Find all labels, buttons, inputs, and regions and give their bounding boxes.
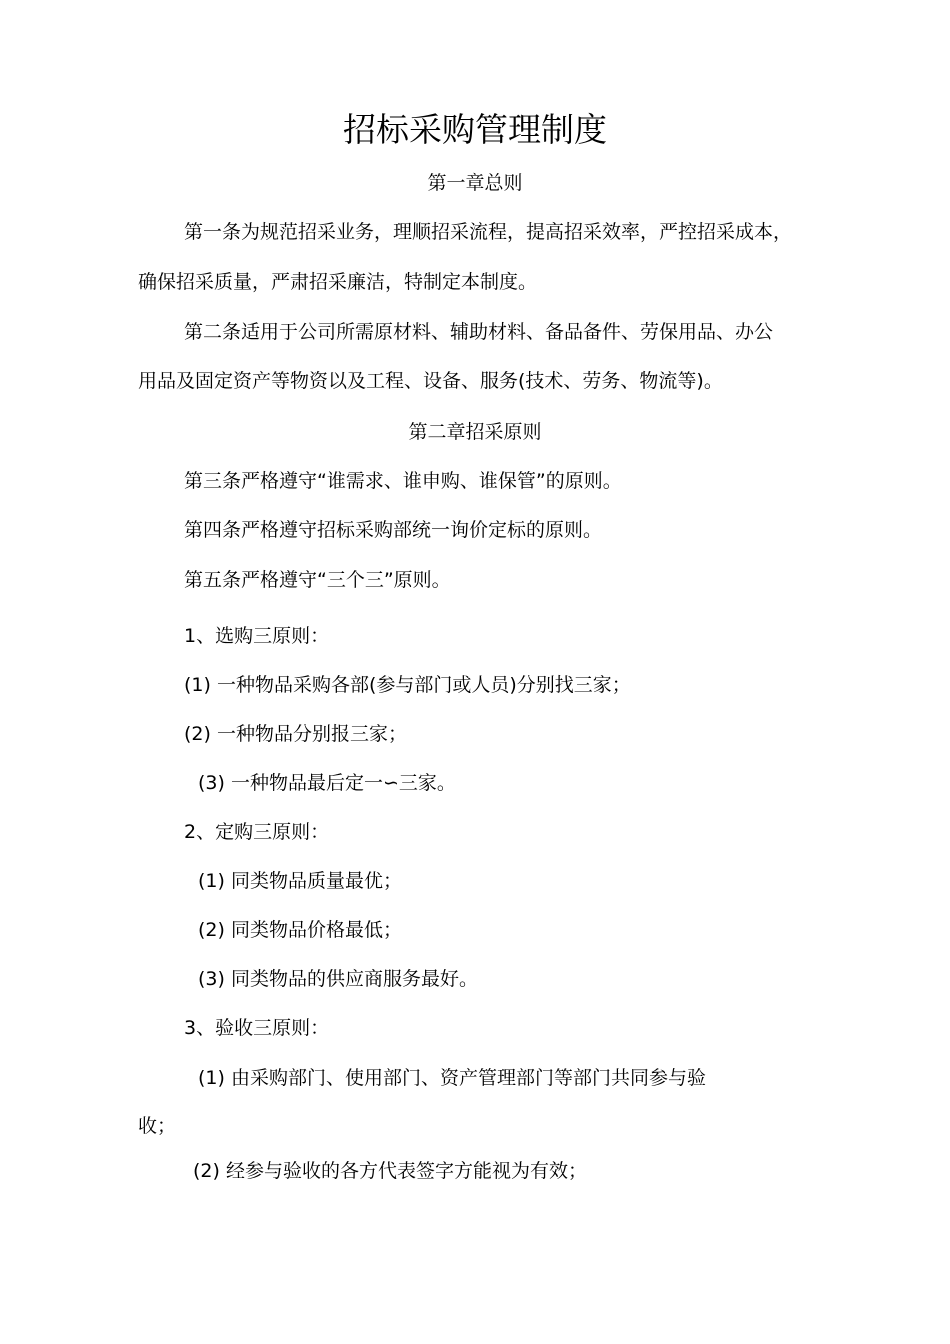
principle-2-heading: 2、定购三原则： <box>184 821 330 843</box>
article-5: 第五条严格遵守“三个三”原则。 <box>184 569 451 591</box>
principle-3-item-1-line-1: (1) 由采购部门、使用部门、资产管理部门等部门共同参与验 <box>198 1067 706 1089</box>
principle-2-item-1: (1) 同类物品质量最优； <box>198 870 402 892</box>
article-3: 第三条严格遵守“谁需求、谁申购、谁保管”的原则。 <box>184 470 622 492</box>
principle-1-item-2: (2) 一种物品分别报三家； <box>184 723 407 745</box>
chapter-1-heading: 第一章总则 <box>427 172 523 194</box>
principle-3-item-1-line-2: 收； <box>138 1115 177 1137</box>
article-1-line-1: 第一条为规范招采业务，理顺招采流程，提高招采效率，严控招采成本， <box>184 221 793 243</box>
principle-2-item-2: (2) 同类物品价格最低； <box>198 919 402 941</box>
principle-2-item-3: (3) 同类物品的供应商服务最好。 <box>198 968 478 990</box>
document-title: 招标采购管理制度 <box>343 110 607 149</box>
principle-3-item-2: (2) 经参与验收的各方代表签字方能视为有效； <box>193 1160 587 1182</box>
article-4: 第四条严格遵守招标采购部统一询价定标的原则。 <box>184 519 603 541</box>
principle-3-heading: 3、验收三原则： <box>184 1017 330 1039</box>
principle-1-item-1: (1) 一种物品采购各部(参与部门或人员)分别找三家； <box>184 674 631 696</box>
chapter-2-heading: 第二章招采原则 <box>408 421 542 443</box>
article-2-line-1: 第二条适用于公司所需原材料、辅助材料、备品备件、劳保用品、办公 <box>184 321 774 343</box>
article-2-line-2: 用品及固定资产等物资以及工程、设备、服务(技术、劳务、物流等)。 <box>138 370 723 392</box>
principle-1-heading: 1、选购三原则： <box>184 625 330 647</box>
article-1-line-2: 确保招采质量，严肃招采廉洁，特制定本制度。 <box>138 271 538 293</box>
principle-1-item-3: (3) 一种物品最后定一∽三家。 <box>198 772 456 794</box>
